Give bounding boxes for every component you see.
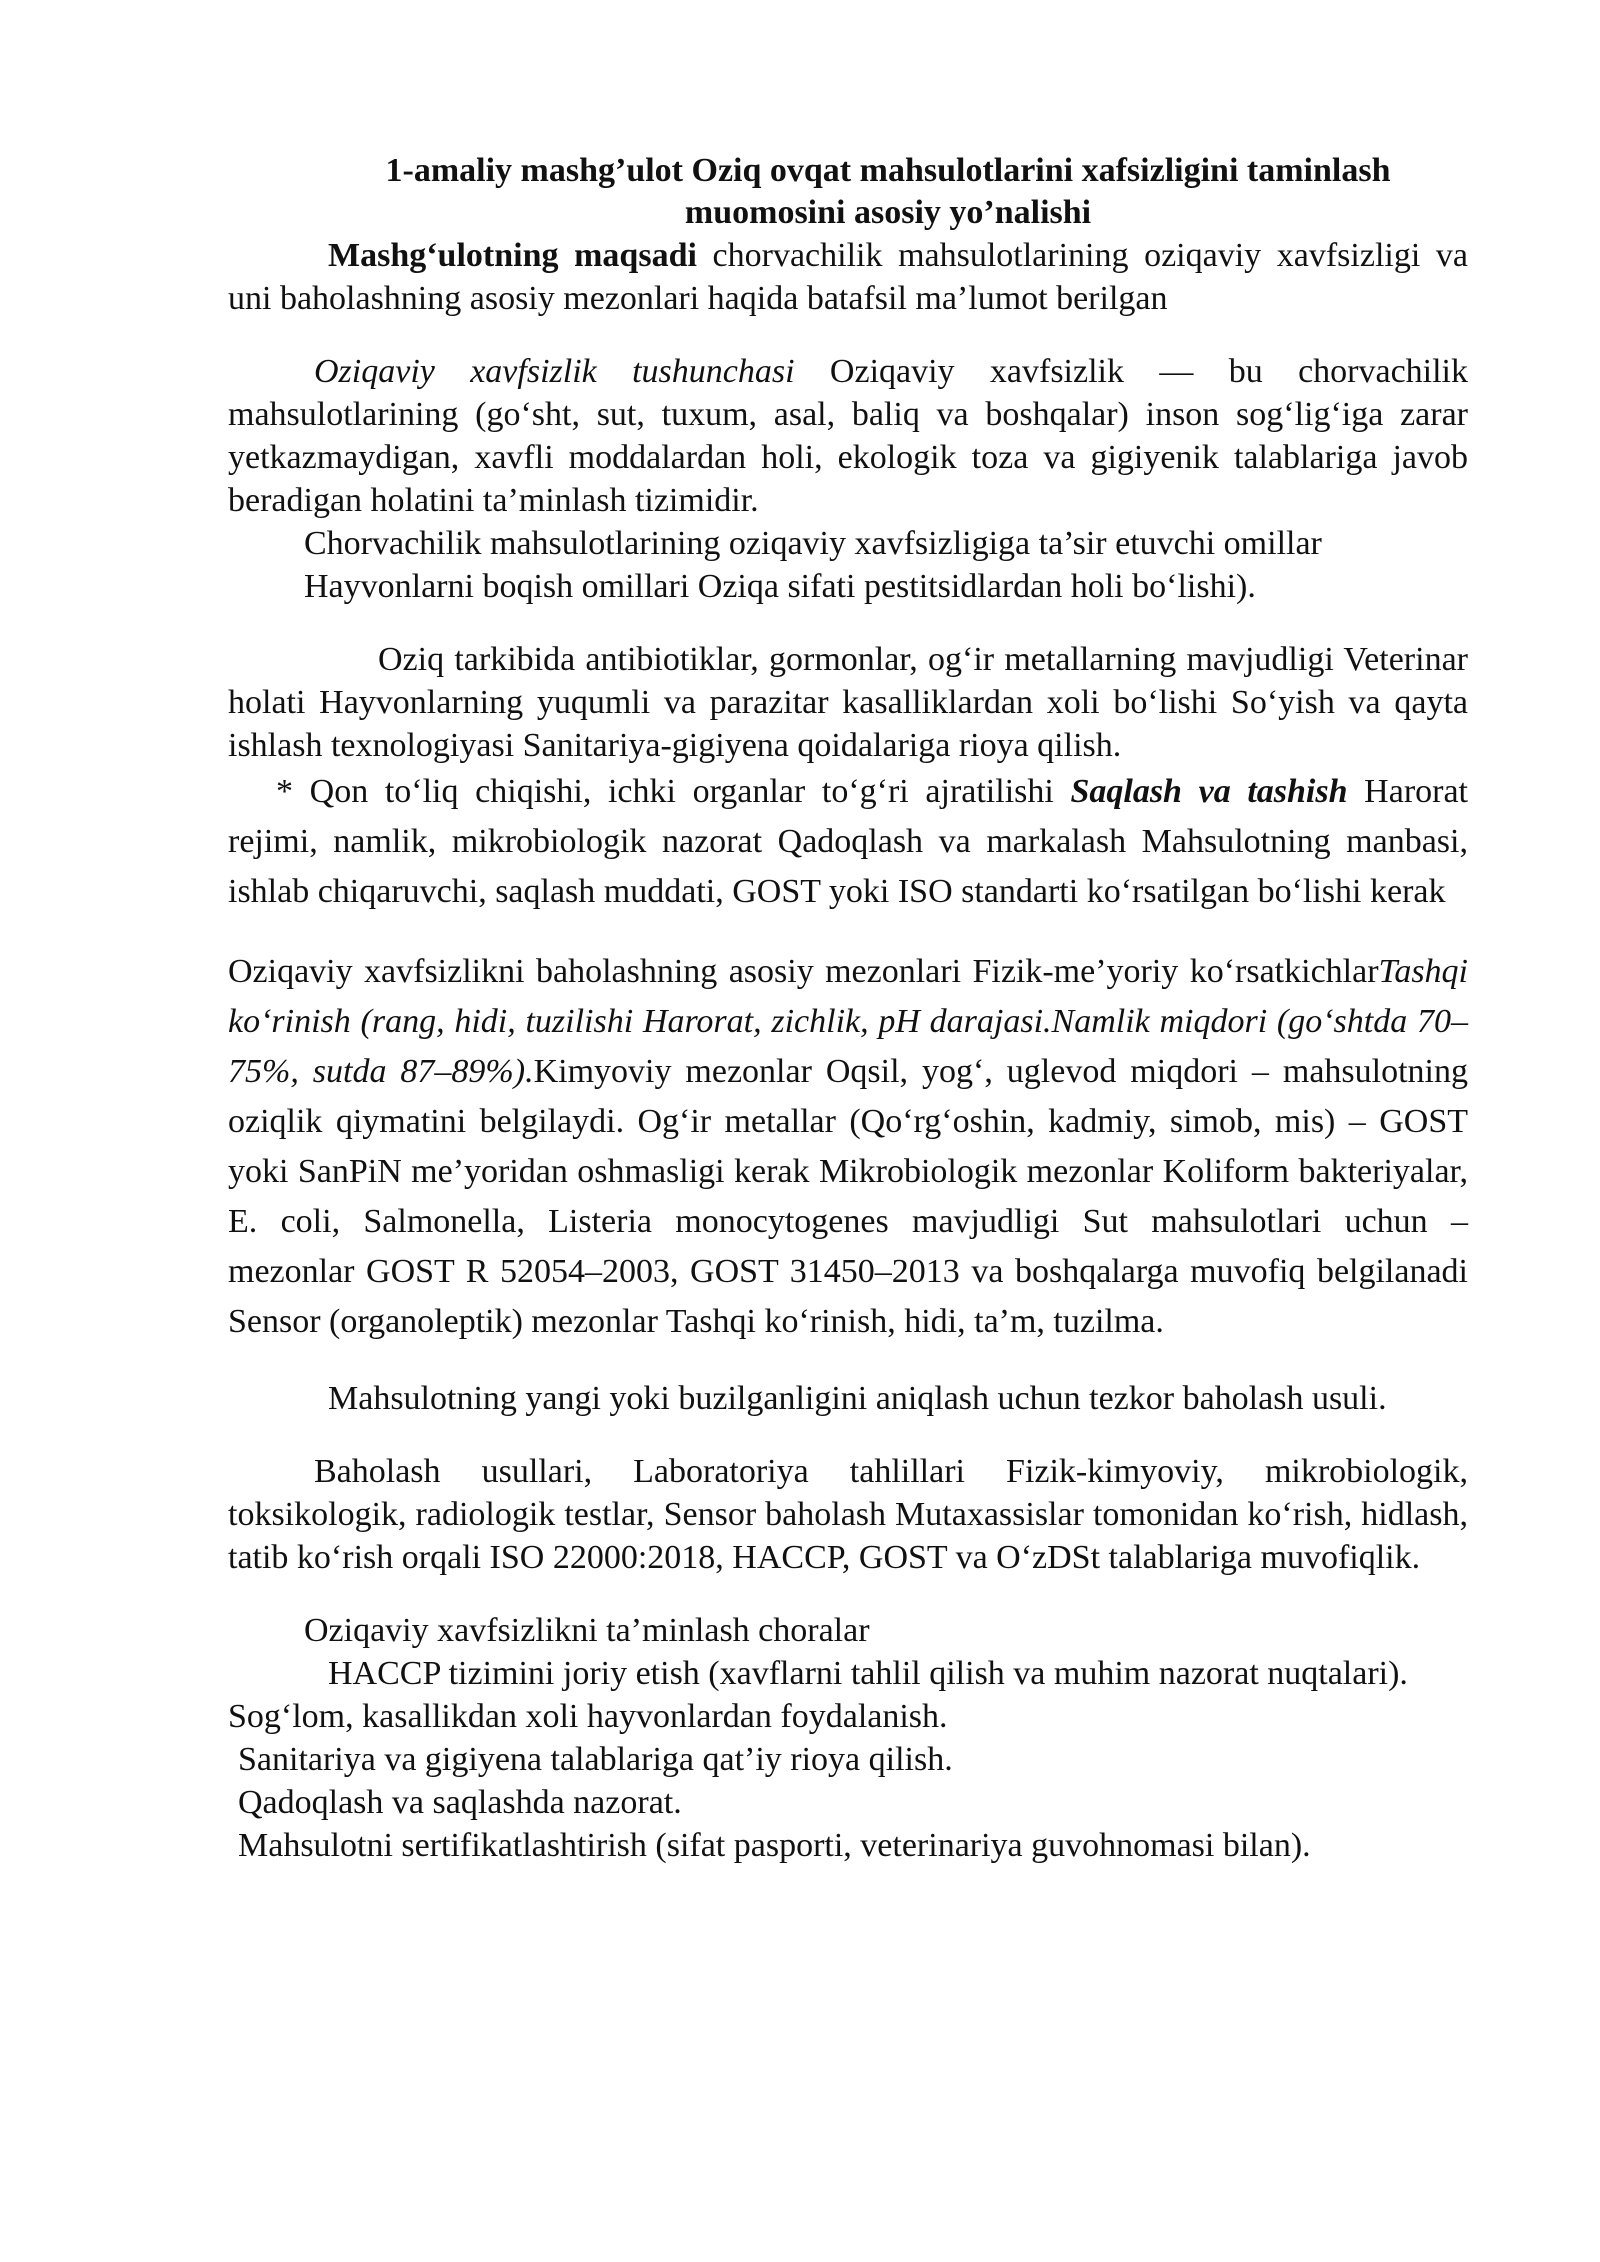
- spacer: [228, 1579, 1468, 1609]
- factors-line-1: Chorvachilik mahsulotlarining oziqaviy xavfsizligiga ta’sir etuvchi omillar: [304, 525, 1322, 562]
- spacer: [228, 320, 1468, 350]
- storage-heading: Saqlash va tashish: [1070, 773, 1348, 810]
- concept-text: Oziqaviy xavfsizlik — bu chorvachilik mahsulotlarining (go‘sht, sut, tuxum, asal, baliq va boshqalar) inson sog‘lig‘iga zarar yetkazmaydigan, xavfli moddalardan holi, ekologik toza va gigiyenik talablariga javob beradigan holatini ta’minlash tizimidir.: [228, 353, 1469, 519]
- title-line-1: 1-amaliy mashg’ulot Oziq ovqat mahsulotlarini xafsizligini taminlash: [385, 152, 1391, 189]
- measure-item-5: Mahsulotni sertifikatlashtirish (sifat pasporti, veterinariya guvohnomasi bilan).: [238, 1827, 1311, 1864]
- storage-text: Harorat rejimi, namlik, mikrobiologik nazorat Qadoqlash va markalash Mahsulotning manbasi, ishlab chiqaruvchi, saqlash muddati, GOST yoki ISO standarti ko‘rsatilgan bo‘lishi kerak: [228, 773, 1469, 910]
- aim-paragraph: [228, 234, 1468, 320]
- title-line-2: muomosini asosiy yo’nalishi: [684, 194, 1092, 231]
- measures-heading: Oziqaviy xavfsizlikni ta’minlash choralar: [304, 1612, 870, 1649]
- criteria-text: Oziqaviy xavfsizlikni baholashning asosiy mezonlari Fizik-me’yoriy ko‘rsatkichlar: [228, 953, 1379, 990]
- measure-item-2: Sog‘lom, kasallikdan xoli hayvonlardan foydalanish.: [228, 1698, 948, 1735]
- aim-text: chorvachilik mahsulotlarining oziqaviy xavfsizligi va uni baholashning asosiy mezonlari haqida batafsil ma’lumot berilgan: [228, 237, 1468, 317]
- measure-item-4: Qadoqlash va saqlashda nazorat.: [238, 1784, 682, 1821]
- factors-line-2: Hayvonlarni boqish omillari Oziqa sifati pestitsidlardan holi bo‘lishi).: [304, 568, 1256, 605]
- measure-item-3: Sanitariya va gigiyena talablariga qat’iy rioya qilish.: [238, 1741, 953, 1778]
- spacer: [228, 608, 1468, 638]
- physical-criteria: Tashqi ko‘rinish (rang, hidi, tuzilishi Harorat, zichlik, pH darajasi.Namlik miqdori (go‘shtda 70–75%, sutda 87–89%).: [228, 953, 1468, 1090]
- criteria-paragraph: [228, 947, 1468, 1347]
- spacer: [228, 1347, 1468, 1377]
- slaughter-paragraph: [228, 767, 1468, 917]
- aim-label: Mashg‘ulotning maqsadi: [328, 237, 697, 274]
- express-paragraph: Mahsulotning yangi yoki buzilganligini aniqlash uchun tezkor baholash usuli.: [328, 1380, 1387, 1417]
- methods-paragraph: Baholash usullari, Laboratoriya tahlillari Fizik-kimyoviy, mikrobiologik, toksikologik, radiologik testlar, Sensor baholash Mutaxassislar tomonidan ko‘rish, hidlash, tatib ko‘rish orqali ISO 22000:2018, HACCP, GOST va O‘zDSt talablariga muvofiqlik.: [228, 1453, 1468, 1576]
- slaughter-text: * Qon to‘liq chiqishi, ichki organlar to‘g‘ri ajratilishi: [276, 773, 1071, 810]
- document-title: [228, 150, 1468, 234]
- spacer: [228, 917, 1468, 947]
- chemical-criteria: Kimyoviy mezonlar Oqsil, yog‘, uglevod miqdori – mahsulotning oziqlik qiymatini belgilaydi. Og‘ir metallar (Qo‘rg‘oshin, kadmiy, simob, mis) – GOST yoki SanPiN me’yoridan oshmasligi kerak Mikrobiologik mezonlar Koliform bakteriyalar, E. coli, Salmonella, Listeria monocytogenes mavjudligi Sut mahsulotlari uchun – mezonlar GOST R 52054–2003, GOST 31450–2013 va boshqalarga muvofiq belgilanadi Sensor (organoleptik) mezonlar Tashqi ko‘rinish, hidi, ta’m, tuzilma.: [228, 1053, 1468, 1340]
- residues-paragraph: Oziq tarkibida antibiotiklar, gormonlar, og‘ir metallarning mavjudligi Veterinar holati Hayvonlarning yuqumli va parazitar kasalliklardan xoli bo‘lishi So‘yish va qayta ishlash texnologiyasi Sanitariya-gigiyena qoidalariga rioya qilish.: [228, 641, 1468, 764]
- concept-paragraph: [228, 350, 1468, 522]
- document-page: [228, 150, 1468, 1867]
- spacer: [228, 1420, 1468, 1450]
- concept-term: Oziqaviy xavfsizlik tushunchasi: [314, 353, 795, 390]
- measure-item-1: HACCP tizimini joriy etish (xavflarni tahlil qilish va muhim nazorat nuqtalari).: [328, 1655, 1408, 1692]
